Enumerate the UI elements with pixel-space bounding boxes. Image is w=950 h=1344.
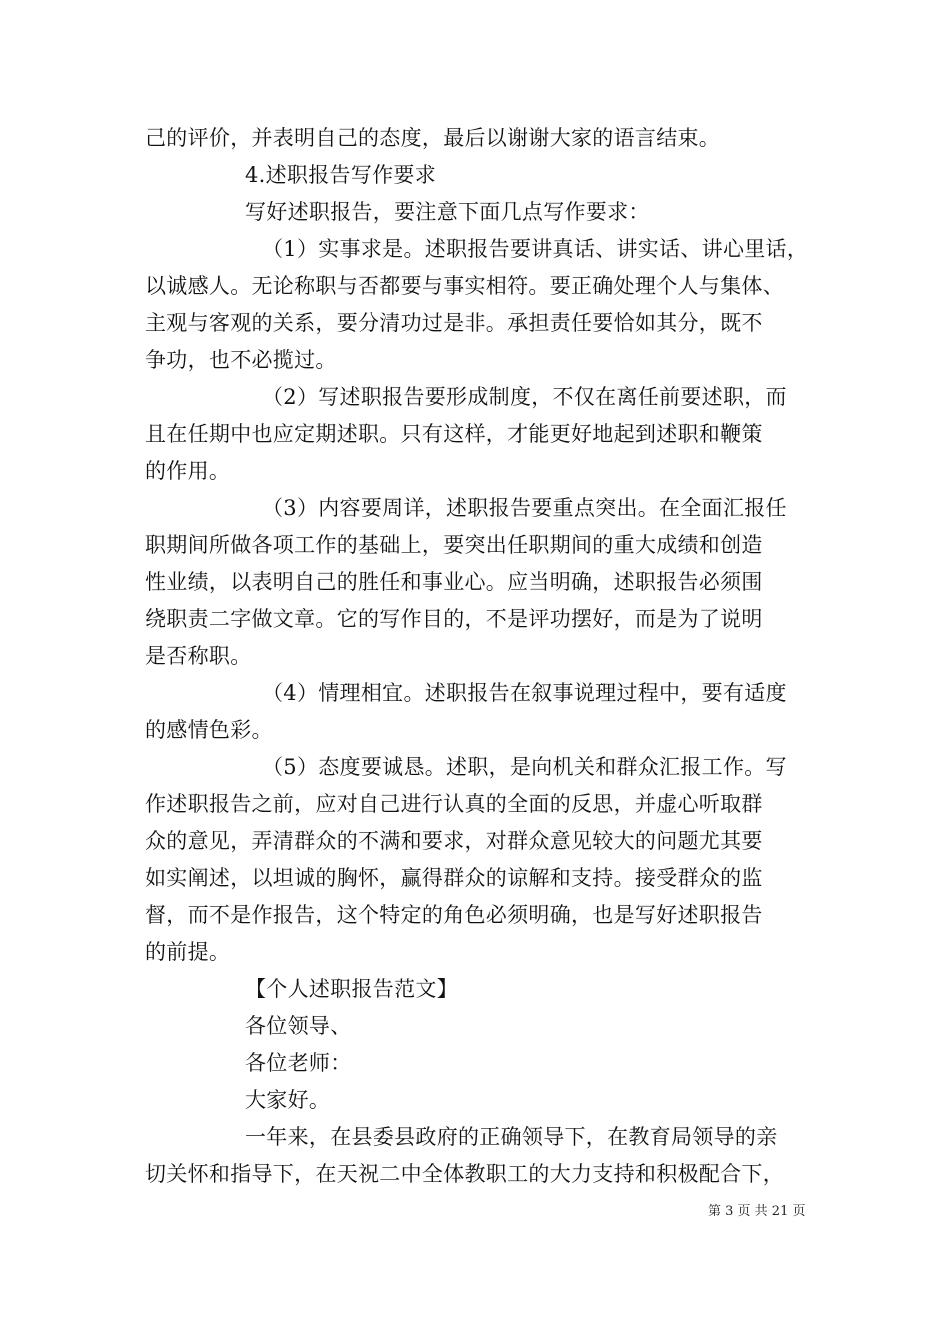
text-line: 写好述职报告，要注意下面几点写作要求： (245, 200, 650, 224)
salutation-line: 各位领导、 (245, 1014, 352, 1038)
section-heading: 4.述职报告写作要求 (245, 163, 437, 187)
list-item-heading: （1）实事求是。述职报告要讲真话、讲实话、讲心里话， (262, 237, 809, 261)
page-number: 第 3 页 共 21 页 (708, 1204, 806, 1219)
text-line: 绕职责二字做文章。它的写作目的，不是评功摆好，而是为了说明 (145, 607, 763, 631)
text-line: 以诚感人。无论称职与否都要与事实相符。要正确处理个人与集体、 (145, 274, 784, 298)
text-line: 如实阐述，以坦诚的胸怀，赢得群众的谅解和支持。接受群众的监 (145, 866, 763, 890)
text-line: 职期间所做各项工作的基础上，要突出任职期间的重大成绩和创造 (145, 533, 763, 557)
text-line: 性业绩，以表明自己的胜任和事业心。应当明确，述职报告必须围 (145, 570, 763, 594)
text-line: 是否称职。 (145, 644, 252, 668)
text-line: 的作用。 (145, 459, 231, 483)
text-line: 争功，也不必揽过。 (145, 348, 337, 372)
text-line: 众的意见，弄清群众的不满和要求，对群众意见较大的问题尤其要 (145, 829, 763, 853)
greeting-line: 大家好。 (245, 1088, 331, 1112)
text-line: 督，而不是作报告，这个特定的角色必须明确，也是写好述职报告 (145, 903, 763, 927)
text-line: 的前提。 (145, 940, 231, 964)
text-line: 切关怀和指导下，在天祝二中全体教职工的大力支持和积极配合下， (145, 1162, 784, 1186)
text-line: 己的评价，并表明自己的态度，最后以谢谢大家的语言结束。 (145, 126, 721, 150)
text-line: 的感情色彩。 (145, 718, 273, 742)
list-item-heading: （5）态度要诚恳。述职，是向机关和群众汇报工作。写 (262, 755, 787, 779)
text-line: 一年来，在县委县政府的正确领导下，在教育局领导的亲 (245, 1125, 778, 1149)
text-line: 主观与客观的关系，要分清功过是非。承担责任要恰如其分，既不 (145, 311, 763, 335)
sample-title: 【个人述职报告范文】 (245, 977, 458, 1001)
salutation-line: 各位老师： (245, 1051, 352, 1075)
list-item-heading: （4）情理相宜。述职报告在叙事说理过程中，要有适度 (262, 681, 787, 705)
list-item-heading: （2）写述职报告要形成制度，不仅在离任前要述职，而 (262, 385, 787, 409)
text-line: 作述职报告之前，应对自己进行认真的全面的反思，并虚心听取群 (145, 792, 763, 816)
list-item-heading: （3）内容要周详，述职报告要重点突出。在全面汇报任 (262, 496, 787, 520)
text-line: 且在任期中也应定期述职。只有这样，才能更好地起到述职和鞭策 (145, 422, 763, 446)
